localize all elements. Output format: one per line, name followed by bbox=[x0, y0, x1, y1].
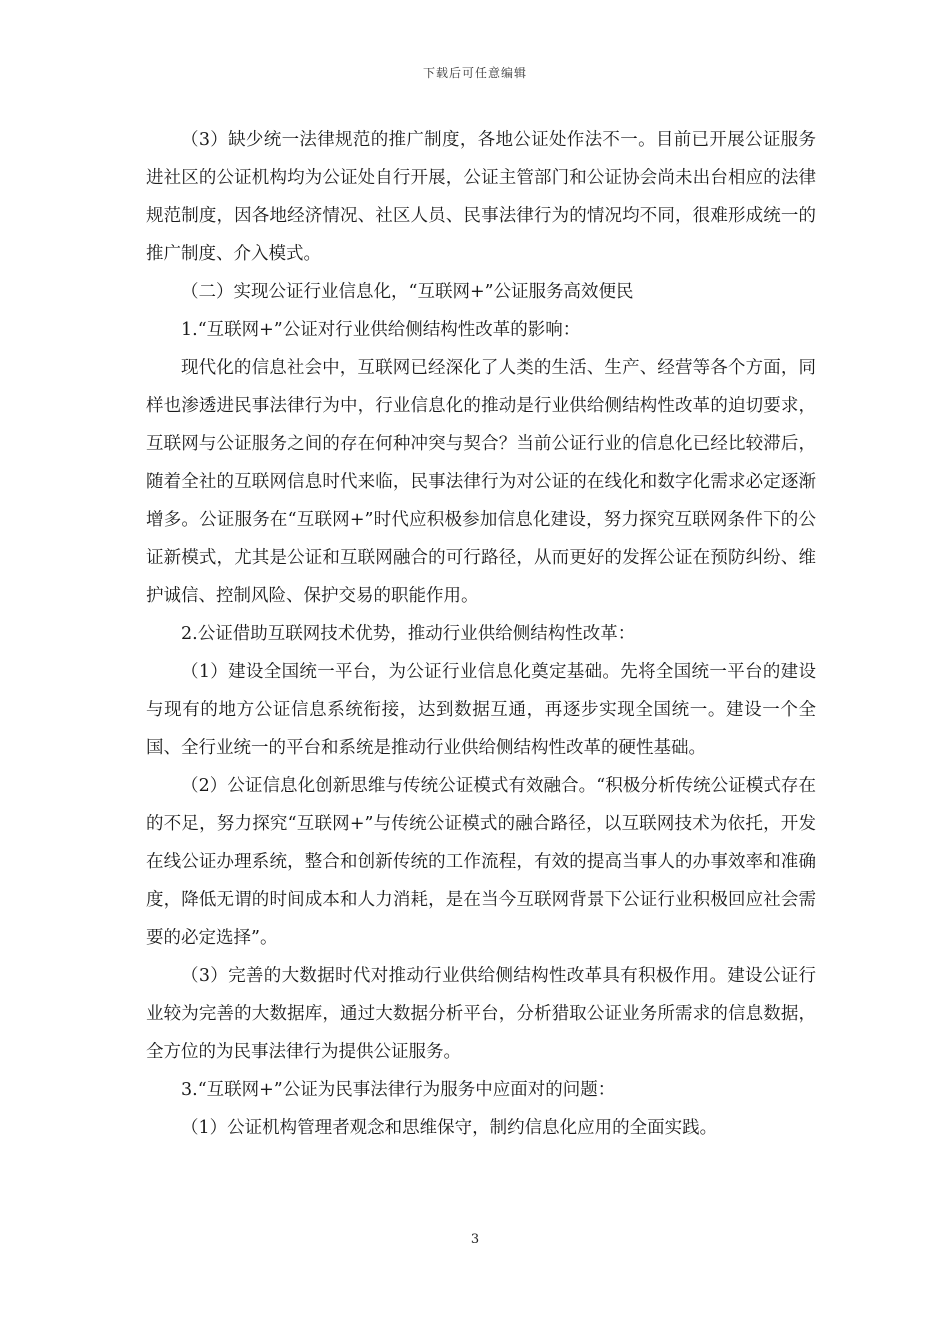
paragraph: （1）建设全国统一平台，为公证行业信息化奠定基础。先将全国统一平台的建设与现有的地方公证信息系统衔接，达到数据互通，再逐步实现全国统一。建设一个全国、全行业统一的平台和系统是推动行业供给侧结构性改革的硬性基础。 bbox=[146, 662, 816, 758]
paragraph: （3）完善的大数据时代对推动行业供给侧结构性改革具有积极作用。建设公证行业较为完善的大数据库，通过大数据分析平台，分析猎取公证业务所需求的信息数据，全方位的为民事法律行为提供公证服务。 bbox=[146, 966, 816, 1062]
paragraph: （1）公证机构管理者观念和思维保守，制约信息化应用的全面实践。 bbox=[181, 1118, 718, 1138]
subsection-heading: 3.“互联网+”公证为民事法律行为服务中应面对的问题： bbox=[181, 1080, 616, 1100]
page-number: 3 bbox=[470, 1232, 480, 1247]
page-header: 下载后可任意编辑 bbox=[422, 66, 527, 80]
paragraph: （2）公证信息化创新思维与传统公证模式有效融合。“积极分析传统公证模式存在的不足，努力探究“互联网+”与传统公证模式的融合路径，以互联网技术为依托，开发在线公证办理系统，整合和创新传统的工作流程，有效的提高当事人的办事效率和准确度，降低无谓的时间成本和人力消耗，是在当今互联网背景下公证行业积极回应社会需要的必定选择”。 bbox=[146, 776, 816, 948]
document-body bbox=[146, 121, 816, 1147]
paragraph: （3）缺少统一法律规范的推广制度，各地公证处作法不一。目前已开展公证服务进社区的公证机构均为公证处自行开展，公证主管部门和公证协会尚未出台相应的法律规范制度，因各地经济情况、社区人员、民事法律行为的情况均不同，很难形成统一的推广制度、介入模式。 bbox=[146, 130, 816, 264]
paragraph: 现代化的信息社会中，互联网已经深化了人类的生活、生产、经营等各个方面，同样也渗透进民事法律行为中，行业信息化的推动是行业供给侧结构性改革的迫切要求，互联网与公证服务之间的存在何种冲突与契合？当前公证行业的信息化已经比较滞后，随着全社的互联网信息时代来临，民事法律行为对公证的在线化和数字化需求必定逐渐增多。公证服务在“互联网+”时代应积极参加信息化建设，努力探究互联网条件下的公证新模式，尤其是公证和互联网融合的可行路径，从而更好的发挥公证在预防纠纷、维护诚信、控制风险、保护交易的职能作用。 bbox=[146, 358, 816, 606]
section-heading: （二）实现公证行业信息化，“互联网+”公证服务高效便民 bbox=[181, 282, 634, 302]
subsection-heading: 1.“互联网+”公证对行业供给侧结构性改革的影响： bbox=[181, 320, 581, 340]
subsection-heading: 2.公证借助互联网技术优势，推动行业供给侧结构性改革： bbox=[181, 624, 636, 644]
